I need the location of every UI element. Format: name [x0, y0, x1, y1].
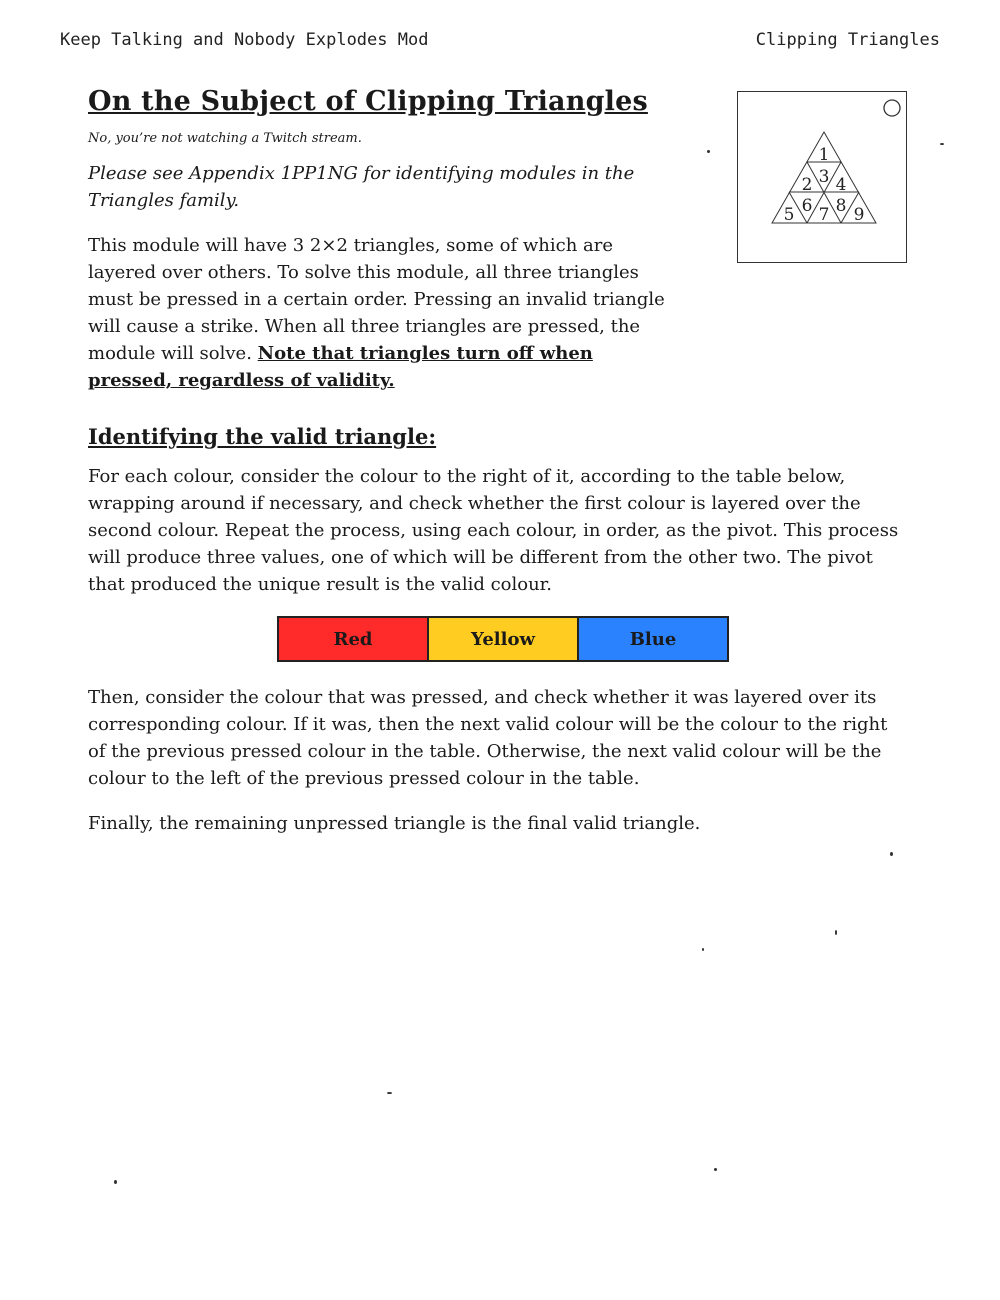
- page-title: On the Subject of Clipping Triangles: [88, 86, 648, 117]
- diagram-number: 9: [853, 205, 865, 225]
- diagram-number: 4: [835, 175, 847, 195]
- diagram-number: 1: [818, 145, 830, 165]
- diagram-number: 5: [783, 205, 795, 225]
- header-mod-name: Keep Talking and Nobody Explodes Mod: [60, 30, 429, 50]
- diagram-number: 8: [835, 196, 847, 216]
- appendix-reference: Please see Appendix 1PP1NG for identifying modules in the Triangles family.: [88, 163, 635, 211]
- diagram-number: 6: [801, 196, 813, 216]
- paragraph-3: Finally, the remaining unpressed triangle is the final valid triangle.: [88, 813, 701, 834]
- section-heading: Identifying the valid triangle:: [88, 424, 437, 449]
- diagram-number: 2: [801, 175, 813, 195]
- header-module-name: Clipping Triangles: [755, 30, 940, 50]
- paragraph-1: For each colour, consider the colour to the right of it, according to the table below, wrapping around if necessary, and check whether the first colour is layered over the second colour. Repeat the process, using each colour, in order, as the pivot. This process will produce three values, one of which will be different from the other two. The pivot that produced the unique result is the valid colour.: [88, 466, 899, 595]
- intro-text: This module will have 3 2×2 triangles, some of which are layered over others. To solve this module, all three triangles must be pressed in a certain order. Pressing an invalid triangle will cause a strike. When all three triangles are pressed, the module will solve.: [88, 235, 665, 364]
- diagram-number: 7: [818, 205, 830, 225]
- colour-cell-red: Red: [278, 617, 428, 661]
- manual-page: [88, 86, 908, 855]
- colour-table: [277, 616, 729, 662]
- intro-section: [88, 232, 908, 394]
- paragraph-2: Then, consider the colour that was pressed, and check whether it was layered over its corresponding colour. If it was, then the next valid colour will be the colour to the right of the previous pressed colour in the table. Otherwise, the next valid colour will be the colour to the left of the previous pressed colour in the table.: [88, 687, 888, 789]
- colour-cell-yellow: Yellow: [428, 617, 578, 661]
- note-text: Note that triangles turn off when pressed, regardless of validity.: [88, 343, 593, 391]
- colour-cell-blue: Blue: [578, 617, 728, 661]
- flavor-text: No, you’re not watching a Twitch stream.: [88, 131, 362, 146]
- diagram-number: 3: [818, 167, 830, 187]
